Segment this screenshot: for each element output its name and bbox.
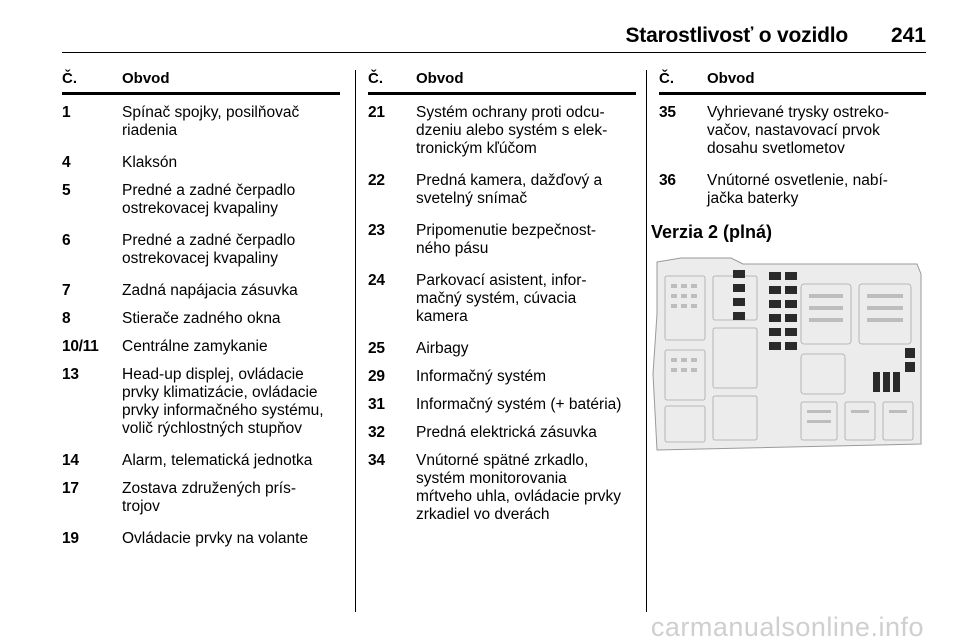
fuse-number: 34 (368, 452, 385, 469)
table-row (368, 172, 636, 208)
fuse-number: 24 (368, 272, 385, 289)
table-header (659, 70, 926, 95)
table-row (368, 104, 636, 158)
table-row (368, 340, 636, 358)
circuit-text: Predné a zadné čerpadlo ostrekovacej kvapaliny (122, 182, 296, 217)
table-row (62, 182, 340, 218)
table-row (62, 338, 340, 356)
fuse-number: 10/11 (62, 338, 99, 355)
circuit-text: Vnútorné spätné zrkadlo, systém monitorovania mŕtveho uhla, ovládacie prvky zrkadiel vo dverách (416, 452, 622, 523)
circuit-text: Parkovací asistent, infor- mačný systém, cúvacia kamera (416, 272, 587, 325)
circuit-text: Zadná napájacia zásuvka (122, 282, 298, 299)
circuit-text: Airbagy (416, 340, 469, 357)
column-number-header: Č. (62, 70, 77, 87)
fuse-table-3 (659, 70, 926, 208)
circuit-text: Predná kamera, dažďový a svetelný snímač (416, 172, 603, 207)
table-row (368, 272, 636, 326)
table-row (659, 172, 926, 208)
fuse-number: 35 (659, 104, 676, 121)
circuit-text: Predná elektrická zásuvka (416, 424, 597, 441)
watermark: carmanualsonline.info (650, 612, 924, 642)
circuit-text: Informačný systém (+ batéria) (416, 396, 622, 413)
column-circuit-header: Obvod (416, 70, 464, 87)
circuit-text: Predné a zadné čerpadlo ostrekovacej kvapaliny (122, 232, 296, 267)
fuse-table-2 (368, 70, 636, 524)
table-row (368, 222, 636, 258)
chapter-title: Starostlivosť o vozidlo (625, 24, 848, 47)
circuit-text: Vyhrievané trysky ostreko- vačov, nastavovací prvok dosahu svetlometov (707, 104, 890, 157)
fuse-number: 31 (368, 396, 385, 413)
column-circuit-header: Obvod (122, 70, 170, 87)
fuse-number: 1 (62, 104, 71, 121)
table-row (62, 480, 340, 516)
fuse-number: 5 (62, 182, 71, 199)
fuse-number: 36 (659, 172, 676, 189)
fuse-number: 14 (62, 452, 79, 469)
table-row (62, 104, 340, 140)
circuit-text: Zostava združených prís- trojov (122, 480, 297, 515)
column-number-header: Č. (368, 70, 383, 87)
fuse-box-diagram (651, 254, 926, 454)
column-number-header: Č. (659, 70, 674, 87)
fuse-number: 29 (368, 368, 385, 385)
circuit-text: Alarm, telematická jednotka (122, 452, 313, 469)
circuit-text: Systém ochrany proti odcu- dzeniu alebo systém s elek- tronickým kľúčom (416, 104, 608, 157)
circuit-text: Vnútorné osvetlenie, nabí- jačka baterky (707, 172, 888, 207)
fuse-number: 13 (62, 366, 79, 383)
circuit-text: Head-up displej, ovládacie prvky klimatizácie, ovládacie prvky informačného systému, volič rýchlostných stupňov (122, 366, 324, 437)
table-row (62, 530, 340, 548)
fuse-number: 25 (368, 340, 385, 357)
table-row (62, 154, 340, 172)
fuse-number: 4 (62, 154, 71, 171)
fuse-number: 22 (368, 172, 385, 189)
section-title: Verzia 2 (plná) (651, 222, 773, 242)
circuit-text: Klaksón (122, 154, 178, 171)
circuit-text: Informačný systém (416, 368, 547, 385)
table-row (659, 104, 926, 158)
column-circuit-header: Obvod (707, 70, 755, 87)
fuse-table-1 (62, 70, 340, 548)
fuse-number: 17 (62, 480, 79, 497)
page-header (62, 14, 926, 53)
circuit-text: Pripomenutie bezpečnost- ného pásu (416, 222, 597, 257)
table-row (368, 396, 636, 414)
column-divider (646, 70, 647, 612)
table-row (368, 368, 636, 386)
fuse-number: 19 (62, 530, 79, 547)
table-row (62, 310, 340, 328)
fuse-number: 23 (368, 222, 385, 239)
circuit-text: Ovládacie prvky na volante (122, 530, 309, 547)
fuse-number: 6 (62, 232, 71, 249)
table-row (62, 282, 340, 300)
table-row (62, 366, 340, 438)
column-divider (355, 70, 356, 612)
circuit-text: Spínač spojky, posilňovač riadenia (122, 104, 300, 139)
fuse-number: 7 (62, 282, 71, 299)
fuse-number: 21 (368, 104, 385, 121)
table-row (62, 232, 340, 268)
table-header (62, 70, 340, 95)
table-row (368, 452, 636, 524)
table-row (368, 424, 636, 442)
circuit-text: Stierače zadného okna (122, 310, 281, 327)
fuse-number: 32 (368, 424, 385, 441)
table-row (62, 452, 340, 470)
page-number: 241 (890, 24, 926, 47)
table-header (368, 70, 636, 95)
fuse-number: 8 (62, 310, 71, 327)
circuit-text: Centrálne zamykanie (122, 338, 268, 355)
